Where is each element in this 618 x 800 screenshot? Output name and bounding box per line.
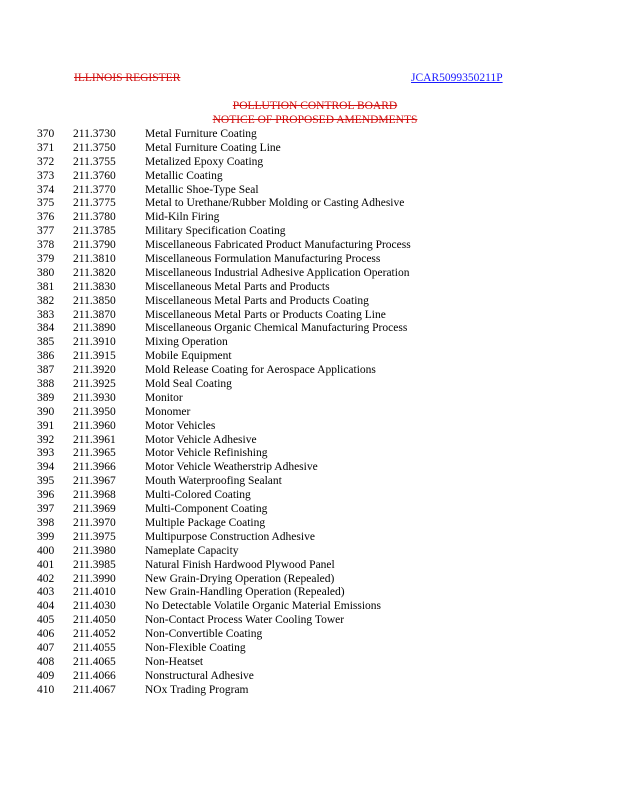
- defined-term: Miscellaneous Organic Chemical Manufacturing Process: [145, 322, 408, 335]
- defined-term: No Detectable Volatile Organic Material Emissions: [145, 600, 382, 613]
- section-number: 211.3890: [73, 322, 116, 335]
- section-number: 211.4067: [73, 683, 116, 696]
- defined-term: Metal Furniture Coating Line: [145, 141, 281, 154]
- line-number: 371: [37, 141, 55, 154]
- list-item: [0, 322, 618, 336]
- list-item: [0, 614, 618, 628]
- defined-term: Monitor: [145, 391, 183, 404]
- line-number: 382: [37, 294, 55, 307]
- section-number: 211.3830: [73, 280, 116, 293]
- line-number: 390: [37, 405, 55, 418]
- defined-term: Multiple Package Coating: [145, 516, 266, 529]
- defined-term: Miscellaneous Metal Parts and Products: [145, 280, 330, 293]
- list-item: [0, 281, 618, 295]
- section-number: 211.4055: [73, 641, 116, 654]
- defined-term: Mouth Waterproofing Sealant: [145, 475, 282, 488]
- list-item: [0, 350, 618, 364]
- jcar-link[interactable]: JCAR5099350211P: [411, 72, 503, 84]
- notice-title: NOTICE OF PROPOSED AMENDMENTS: [212, 114, 418, 126]
- line-number: 407: [37, 641, 55, 654]
- list-item: [0, 378, 618, 392]
- list-item: [0, 170, 618, 184]
- line-number: 397: [37, 503, 55, 516]
- line-number: 385: [37, 336, 55, 349]
- line-number: 410: [37, 683, 55, 696]
- list-item: [0, 420, 618, 434]
- list-item: [0, 642, 618, 656]
- section-number: 211.3980: [73, 544, 116, 557]
- section-number: 211.3770: [73, 183, 116, 196]
- section-number: 211.4066: [73, 669, 116, 682]
- list-item: [0, 503, 618, 517]
- line-number: 393: [37, 447, 55, 460]
- line-number: 405: [37, 614, 55, 627]
- defined-term: Miscellaneous Metal Parts or Products Coating Line: [145, 308, 386, 321]
- section-number: 211.3850: [73, 294, 116, 307]
- list-item: [0, 197, 618, 211]
- line-number: 402: [37, 572, 55, 585]
- list-item: [0, 489, 618, 503]
- line-number: 370: [37, 128, 55, 140]
- section-number: 211.3968: [73, 489, 116, 502]
- section-number: 211.3775: [73, 197, 116, 210]
- defined-term: Non-Convertible Coating: [145, 628, 263, 641]
- line-number: 404: [37, 600, 55, 613]
- line-number: 381: [37, 280, 55, 293]
- section-number: 211.3870: [73, 308, 116, 321]
- list-item: [0, 573, 618, 587]
- defined-term: Miscellaneous Fabricated Product Manufacturing Process: [145, 239, 411, 252]
- section-number: 211.3950: [73, 405, 116, 418]
- defined-term: Miscellaneous Industrial Adhesive Application Operation: [145, 266, 410, 279]
- list-item: [0, 225, 618, 239]
- section-number: 211.4052: [73, 628, 116, 641]
- line-number: 399: [37, 530, 55, 543]
- line-number: 384: [37, 322, 55, 335]
- section-number: 211.4050: [73, 614, 116, 627]
- defined-term: Metal to Urethane/Rubber Molding or Casting Adhesive: [145, 197, 405, 210]
- list-item: [0, 656, 618, 670]
- line-number: 409: [37, 669, 55, 682]
- list-item: [0, 128, 618, 142]
- defined-term: Miscellaneous Formulation Manufacturing Process: [145, 253, 381, 266]
- defined-term: Motor Vehicle Adhesive: [145, 433, 257, 446]
- section-number: 211.4010: [73, 586, 116, 599]
- list-item: [0, 211, 618, 225]
- section-number: 211.3790: [73, 239, 116, 252]
- list-item: [0, 336, 618, 350]
- line-number: 394: [37, 461, 55, 474]
- section-number: 211.3925: [73, 378, 116, 391]
- list-item: [0, 295, 618, 309]
- list-item: [0, 531, 618, 545]
- section-number: 211.3969: [73, 503, 116, 516]
- line-number: 388: [37, 378, 55, 391]
- line-number: 386: [37, 350, 55, 363]
- list-item: [0, 142, 618, 156]
- list-item: [0, 670, 618, 684]
- section-number: 211.3915: [73, 350, 116, 363]
- section-number: 211.3960: [73, 419, 116, 432]
- defined-term: NOx Trading Program: [145, 683, 249, 696]
- section-number: 211.3961: [73, 433, 116, 446]
- defined-term: Mixing Operation: [145, 336, 228, 349]
- defined-term: Military Specification Coating: [145, 225, 286, 238]
- defined-term: Nonstructural Adhesive: [145, 669, 254, 682]
- defined-term: Multipurpose Construction Adhesive: [145, 530, 315, 543]
- list-item: [0, 392, 618, 406]
- line-number: 374: [37, 183, 55, 196]
- list-item: [0, 309, 618, 323]
- line-number: 372: [37, 155, 55, 168]
- section-number: 211.3930: [73, 391, 116, 404]
- section-number: 211.3780: [73, 211, 116, 224]
- section-number: 211.3760: [73, 169, 116, 182]
- line-number: 387: [37, 364, 55, 377]
- list-item: [0, 684, 618, 698]
- line-number: 375: [37, 197, 55, 210]
- defined-term: Motor Vehicle Refinishing: [145, 447, 268, 460]
- defined-term: Mobile Equipment: [145, 350, 232, 363]
- section-number: 211.3965: [73, 447, 116, 460]
- line-number: 376: [37, 211, 55, 224]
- defined-term: Miscellaneous Metal Parts and Products Coating: [145, 294, 369, 307]
- defined-term: New Grain-Handling Operation (Repealed): [145, 586, 345, 599]
- defined-term: Multi-Colored Coating: [145, 489, 251, 502]
- list-item: [0, 600, 618, 614]
- line-number: 378: [37, 239, 55, 252]
- definitions-list: [0, 128, 618, 698]
- defined-term: Mold Release Coating for Aerospace Applications: [145, 364, 376, 377]
- section-number: 211.3810: [73, 253, 116, 266]
- defined-term: Metallic Shoe-Type Seal: [145, 183, 259, 196]
- section-number: 211.4030: [73, 600, 116, 613]
- defined-term: Monomer: [145, 405, 191, 418]
- defined-term: Metalized Epoxy Coating: [145, 155, 264, 168]
- line-number: 400: [37, 544, 55, 557]
- section-number: 211.3966: [73, 461, 116, 474]
- line-number: 401: [37, 558, 55, 571]
- list-item: [0, 267, 618, 281]
- line-number: 383: [37, 308, 55, 321]
- defined-term: Mold Seal Coating: [145, 378, 232, 391]
- section-number: 211.3755: [73, 155, 116, 168]
- list-item: [0, 475, 618, 489]
- line-number: 377: [37, 225, 55, 238]
- section-number: 211.3920: [73, 364, 116, 377]
- line-number: 408: [37, 655, 55, 668]
- list-item: [0, 628, 618, 642]
- defined-term: Motor Vehicles: [145, 419, 216, 432]
- list-item: [0, 586, 618, 600]
- defined-term: Non-Contact Process Water Cooling Tower: [145, 614, 345, 627]
- section-number: 211.3910: [73, 336, 116, 349]
- line-number: 380: [37, 266, 55, 279]
- defined-term: Motor Vehicle Weatherstrip Adhesive: [145, 461, 318, 474]
- defined-term: Non-Flexible Coating: [145, 641, 246, 654]
- list-item: [0, 406, 618, 420]
- defined-term: Natural Finish Hardwood Plywood Panel: [145, 558, 335, 571]
- defined-term: Metallic Coating: [145, 169, 223, 182]
- section-number: 211.3967: [73, 475, 116, 488]
- list-item: [0, 156, 618, 170]
- line-number: 398: [37, 516, 55, 529]
- list-item: [0, 559, 618, 573]
- line-number: 395: [37, 475, 55, 488]
- section-number: 211.4065: [73, 655, 116, 668]
- line-number: 403: [37, 586, 55, 599]
- list-item: [0, 517, 618, 531]
- defined-term: New Grain-Drying Operation (Repealed): [145, 572, 335, 585]
- list-item: [0, 253, 618, 267]
- line-number: 391: [37, 419, 55, 432]
- register-title: ILLINOIS REGISTER: [74, 72, 181, 84]
- defined-term: Non-Heatset: [145, 655, 204, 668]
- line-number: 389: [37, 391, 55, 404]
- line-number: 379: [37, 253, 55, 266]
- section-number: 211.3990: [73, 572, 116, 585]
- list-item: [0, 364, 618, 378]
- defined-term: Mid-Kiln Firing: [145, 211, 220, 224]
- list-item: [0, 239, 618, 253]
- list-item: [0, 461, 618, 475]
- section-number: 211.3985: [73, 558, 116, 571]
- section-number: 211.3730: [73, 128, 116, 140]
- line-number: 406: [37, 628, 55, 641]
- list-item: [0, 447, 618, 461]
- section-number: 211.3750: [73, 141, 116, 154]
- line-number: 392: [37, 433, 55, 446]
- agency-name: POLLUTION CONTROL BOARD: [232, 100, 398, 112]
- defined-term: Nameplate Capacity: [145, 544, 239, 557]
- line-number: 373: [37, 169, 55, 182]
- line-number: 396: [37, 489, 55, 502]
- list-item: [0, 184, 618, 198]
- list-item: [0, 434, 618, 448]
- list-item: [0, 545, 618, 559]
- section-number: 211.3820: [73, 266, 116, 279]
- section-number: 211.3785: [73, 225, 116, 238]
- section-number: 211.3975: [73, 530, 116, 543]
- defined-term: Multi-Component Coating: [145, 503, 268, 516]
- defined-term: Metal Furniture Coating: [145, 128, 257, 140]
- section-number: 211.3970: [73, 516, 116, 529]
